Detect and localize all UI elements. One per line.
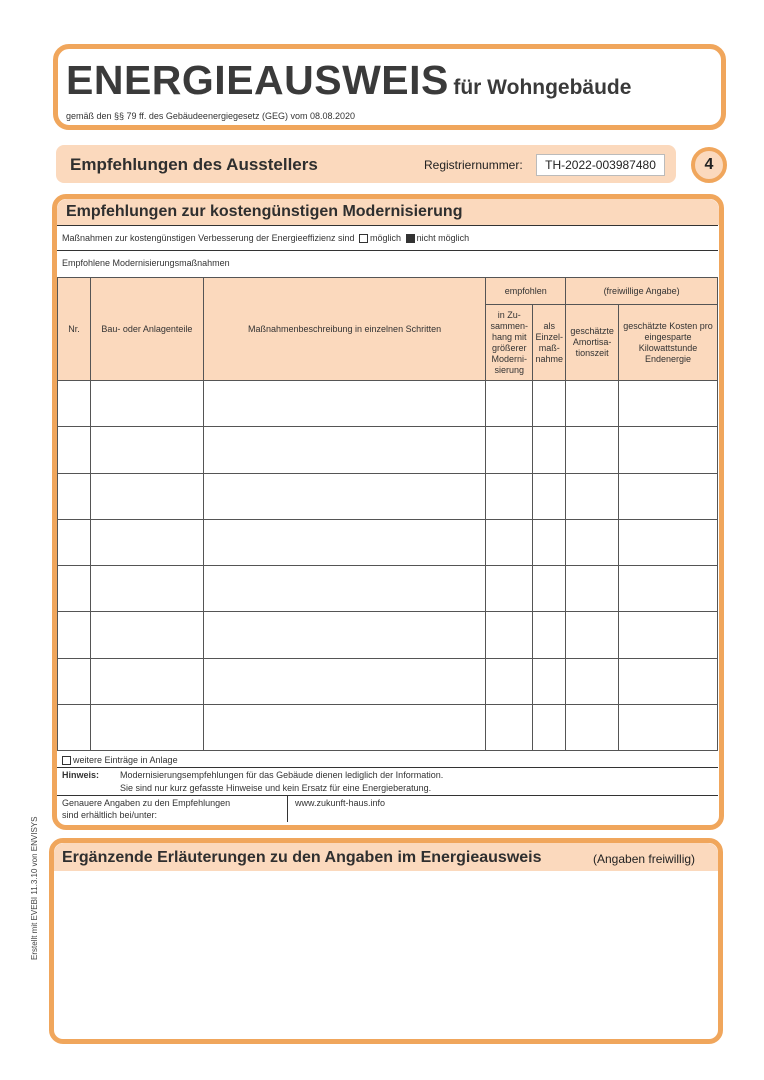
header-description: Maßnahmenbeschreibung in einzelnen Schritten <box>203 278 486 381</box>
header-box <box>53 44 726 130</box>
table-row <box>58 427 718 473</box>
possible-checkbox[interactable] <box>359 234 368 243</box>
header-nr: Nr. <box>58 278 91 381</box>
explanations-title-band <box>54 843 718 871</box>
measures-table <box>57 277 718 751</box>
table-row <box>58 705 718 751</box>
recommended-measures-label: Empfohlene Modernisierungsmaßnahmen <box>62 258 230 268</box>
table-row <box>58 566 718 612</box>
table-row <box>58 381 718 427</box>
hint-line-2: Sie sind nur kurz gefasste Hinweise und kein Ersatz für eine Energieberatung. <box>120 783 432 793</box>
table-row <box>58 519 718 565</box>
software-note: Erstellt mit EVEBI 11.3.10 von ENVISYS <box>30 816 39 960</box>
header-combined: in Zu-sammen-hang mit größerer Moderni-sierung <box>486 305 533 381</box>
registration-number: TH-2022-003987480 <box>536 154 665 176</box>
header-building-part: Bau- oder Anlagenteile <box>90 278 203 381</box>
explanations-note: (Angaben freiwillig) <box>593 852 696 866</box>
header-payback: geschätzte Amortisa-tionszeit <box>566 305 619 381</box>
legal-basis: gemäß den §§ 79 ff. des Gebäudeenergiegesetz (GEG) vom 08.08.2020 <box>66 111 356 121</box>
section-bar <box>56 145 676 183</box>
registration-label: Registriernummer: <box>424 158 523 172</box>
measures-line: Maßnahmen zur kostengünstigen Verbesserung der Energieeffizienz sind möglich nicht möglich <box>62 233 470 243</box>
hint-label: Hinweis: <box>62 770 100 780</box>
possible-label: möglich <box>370 233 402 243</box>
details-label-2: sind erhältlich bei/unter: <box>62 810 158 820</box>
section-title: Empfehlungen des Ausstellers <box>70 155 318 174</box>
header-recommended: empfohlen <box>486 278 566 305</box>
more-entries: weitere Einträge in Anlage <box>62 755 178 766</box>
details-label-1: Genauere Angaben zu den Empfehlungen <box>62 798 231 808</box>
more-entries-checkbox[interactable] <box>62 756 71 765</box>
header-cost: geschätzte Kosten pro eingesparte Kilowattstunde Endenergie <box>619 305 718 381</box>
page-number-badge: 4 <box>691 147 727 183</box>
document-title: ENERGIEAUSWEIS <box>66 57 449 103</box>
document-subtitle: für Wohngebäude <box>453 76 632 99</box>
hint-line-1: Modernisierungsempfehlungen für das Gebäude dienen lediglich der Information. <box>120 770 444 780</box>
details-url[interactable]: www.zukunft-haus.info <box>295 798 386 808</box>
recommendations-title-band <box>57 199 719 225</box>
recommendations-title: Empfehlungen zur kostengünstigen Modernisierung <box>66 203 463 220</box>
table-row <box>58 473 718 519</box>
not-possible-label: nicht möglich <box>416 233 470 243</box>
table-row <box>58 658 718 704</box>
explanations-title: Ergänzende Erläuterungen zu den Angaben im Energieausweis <box>62 849 542 866</box>
header-single: als Einzel-maß-nahme <box>533 305 566 381</box>
header-optional: (freiwillige Angabe) <box>566 278 718 305</box>
table-row <box>58 612 718 658</box>
not-possible-checkbox[interactable] <box>406 234 415 243</box>
